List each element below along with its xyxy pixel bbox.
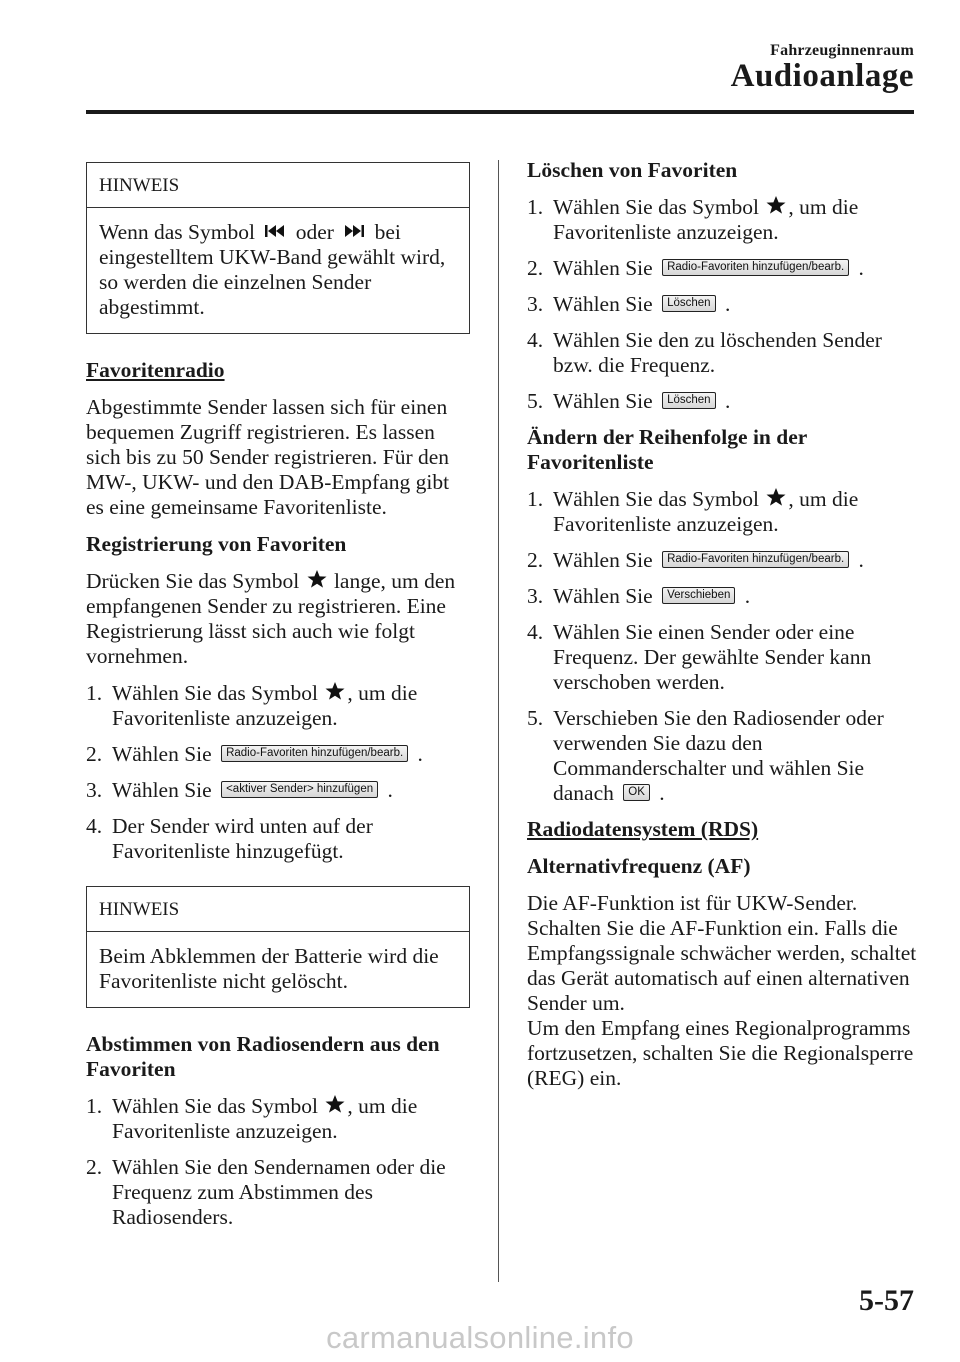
list-item <box>527 620 919 695</box>
text: Wählen Sie das Symbol <box>112 1094 319 1118</box>
note-title: HINWEIS <box>87 163 469 208</box>
step-number: 4. <box>527 620 544 644</box>
page-title: Audioanlage <box>730 58 914 94</box>
star-icon <box>325 681 345 701</box>
radio-favorites-button: Radio-Favoriten hinzufügen/bearb. <box>221 745 408 762</box>
step-text <box>553 584 919 609</box>
step-text: Wählen Sie den Sendernamen oder die Frequenz zum Abstimmen des Radiosenders. <box>112 1155 446 1229</box>
text: Wählen Sie <box>553 292 653 316</box>
list-item <box>86 742 470 767</box>
step-number: 1. <box>86 1094 103 1118</box>
paragraph <box>86 569 470 669</box>
step-text <box>553 256 919 281</box>
step-number: 2. <box>527 256 544 280</box>
step-text <box>553 389 919 414</box>
note-box-battery <box>86 886 470 1008</box>
add-active-station-button: <aktiver Sender> hinzufügen <box>221 781 378 798</box>
left-column <box>86 162 470 1241</box>
list-item <box>527 256 919 281</box>
list-item <box>86 681 470 731</box>
step-text <box>112 1094 470 1144</box>
heading-tuning-from-favorites: Abstimmen von Radiosendern aus den Favoriten <box>86 1032 440 1081</box>
text: . <box>858 256 864 280</box>
list-item <box>527 706 919 806</box>
text: . <box>417 742 423 766</box>
text: Drücken Sie das Symbol <box>86 569 300 593</box>
text: Wählen Sie <box>112 778 212 802</box>
list-item <box>86 1094 470 1144</box>
header-rule <box>86 110 914 114</box>
list-item <box>86 1155 470 1230</box>
note-body <box>87 208 469 333</box>
paragraph: Abgestimmte Sender lassen sich für einen bequemen Zugriff registrieren. Es lassen sich bis zu 50 Sender registrieren. Für den MW-, UKW- und den DAB-Empfang gibt es eine gemeinsame Favoritenliste. <box>86 395 450 519</box>
text: Wählen Sie <box>553 548 653 572</box>
track-back-icon <box>264 224 286 238</box>
text: . <box>724 389 731 413</box>
step-number: 5. <box>527 706 544 730</box>
column-divider <box>498 160 499 1282</box>
order-steps <box>527 487 919 806</box>
heading-registration: Registrierung von Favoriten <box>86 532 347 556</box>
note-text: oder <box>295 220 334 244</box>
text: Wählen Sie das Symbol <box>553 487 760 511</box>
tuning-steps <box>86 1094 470 1230</box>
step-text: Wählen Sie den zu löschenden Sender bzw. die Frequenz. <box>553 328 882 377</box>
heading-delete-favorites: Löschen von Favoriten <box>527 158 738 182</box>
text: . <box>724 292 731 316</box>
text: Verschieben Sie den Radiosender oder verwenden Sie dazu den Commanderschalter und wählen Sie danach <box>553 706 884 805</box>
text: Wählen Sie das Symbol <box>553 195 760 219</box>
list-item <box>527 195 919 245</box>
text: Wählen Sie <box>553 584 653 608</box>
text: . <box>858 548 864 572</box>
radio-favorites-button: Radio-Favoriten hinzufügen/bearb. <box>662 551 849 568</box>
step-number: 2. <box>527 548 544 572</box>
list-item <box>86 814 470 864</box>
text: . <box>659 781 665 805</box>
text: , um die Favoritenliste anzuzeigen. <box>553 487 859 536</box>
text: . <box>387 778 393 802</box>
star-icon <box>766 195 786 215</box>
note-box-tuning <box>86 162 470 334</box>
step-text <box>112 778 470 803</box>
step-text: Wählen Sie einen Sender oder eine Frequenz. Der gewählte Sender kann verschoben werden. <box>553 620 872 694</box>
move-button: Verschieben <box>662 587 735 604</box>
radio-favorites-button: Radio-Favoriten hinzufügen/bearb. <box>662 259 849 276</box>
note-body: Beim Abklemmen der Batterie wird die Favoritenliste nicht gelöscht. <box>99 944 439 993</box>
step-number: 4. <box>86 814 103 838</box>
star-icon <box>325 1094 345 1114</box>
text: Wählen Sie das Symbol <box>112 681 319 705</box>
step-text <box>553 487 919 537</box>
ok-button: OK <box>623 784 650 801</box>
step-number: 1. <box>86 681 103 705</box>
step-number: 1. <box>527 487 544 511</box>
star-icon <box>766 487 786 507</box>
list-item <box>527 389 919 414</box>
delete-steps <box>527 195 919 414</box>
text: . <box>744 584 751 608</box>
paragraph: Um den Empfang eines Regionalprogramms fortzusetzen, schalten Sie die Regionalsperre (REG) ein. <box>527 1016 914 1090</box>
track-forward-icon <box>343 224 365 238</box>
heading-rds: Radiodatensystem (RDS) <box>527 817 759 841</box>
list-item <box>527 328 919 378</box>
list-item <box>527 487 919 537</box>
step-text <box>112 742 470 767</box>
text: Wählen Sie <box>553 256 653 280</box>
section-label: Fahrzeuginnenraum <box>770 42 914 59</box>
step-text <box>553 195 919 245</box>
text: lange, um den empfangenen Sender zu registrieren. Eine Registrierung lässt sich auch wie folgt vornehmen. <box>86 569 456 668</box>
step-number: 3. <box>527 292 544 316</box>
step-number: 2. <box>86 1155 103 1179</box>
heading-af: Alternativfrequenz (AF) <box>527 854 751 878</box>
step-number: 5. <box>527 389 544 413</box>
note-text: Wenn das Symbol <box>99 220 255 244</box>
delete-button: Löschen <box>662 295 715 312</box>
step-text <box>553 706 919 806</box>
step-text <box>553 548 919 573</box>
text: , um die Favoritenliste anzuzeigen. <box>553 195 859 244</box>
step-number: 1. <box>527 195 544 219</box>
list-item <box>86 778 470 803</box>
note-text: bei eingestelltem UKW-Band gewählt wird, so werden die einzelnen Sender abgestimmt. <box>99 220 446 319</box>
step-number: 2. <box>86 742 103 766</box>
step-text: Der Sender wird unten auf der Favoritenliste hinzugefügt. <box>112 814 373 863</box>
page-number: 5-57 <box>859 1284 914 1317</box>
step-number: 4. <box>527 328 544 352</box>
delete-button: Löschen <box>662 392 715 409</box>
paragraph: Die AF-Funktion ist für UKW-Sender. Schalten Sie die AF-Funktion ein. Falls die Empfangssignale schwächer werden, schaltet das Gerät automatisch auf einen alternativen Sender um. <box>527 891 917 1015</box>
right-column <box>527 158 919 1103</box>
registration-steps <box>86 681 470 864</box>
list-item <box>527 292 919 317</box>
list-item <box>527 584 919 609</box>
star-icon <box>307 569 327 589</box>
list-item <box>527 548 919 573</box>
text: , um die Favoritenliste anzuzeigen. <box>112 681 418 730</box>
step-number: 3. <box>86 778 103 802</box>
note-title: HINWEIS <box>87 887 469 932</box>
step-text <box>553 292 919 317</box>
step-text <box>112 681 470 731</box>
heading-change-order: Ändern der Reihenfolge in der Favoritenliste <box>527 425 807 474</box>
text: , um die Favoritenliste anzuzeigen. <box>112 1094 418 1143</box>
heading-favoritenradio: Favoritenradio <box>86 358 225 382</box>
watermark: carmanualsonline.info <box>326 1320 634 1355</box>
text: Wählen Sie <box>112 742 212 766</box>
text: Wählen Sie <box>553 389 653 413</box>
step-number: 3. <box>527 584 544 608</box>
